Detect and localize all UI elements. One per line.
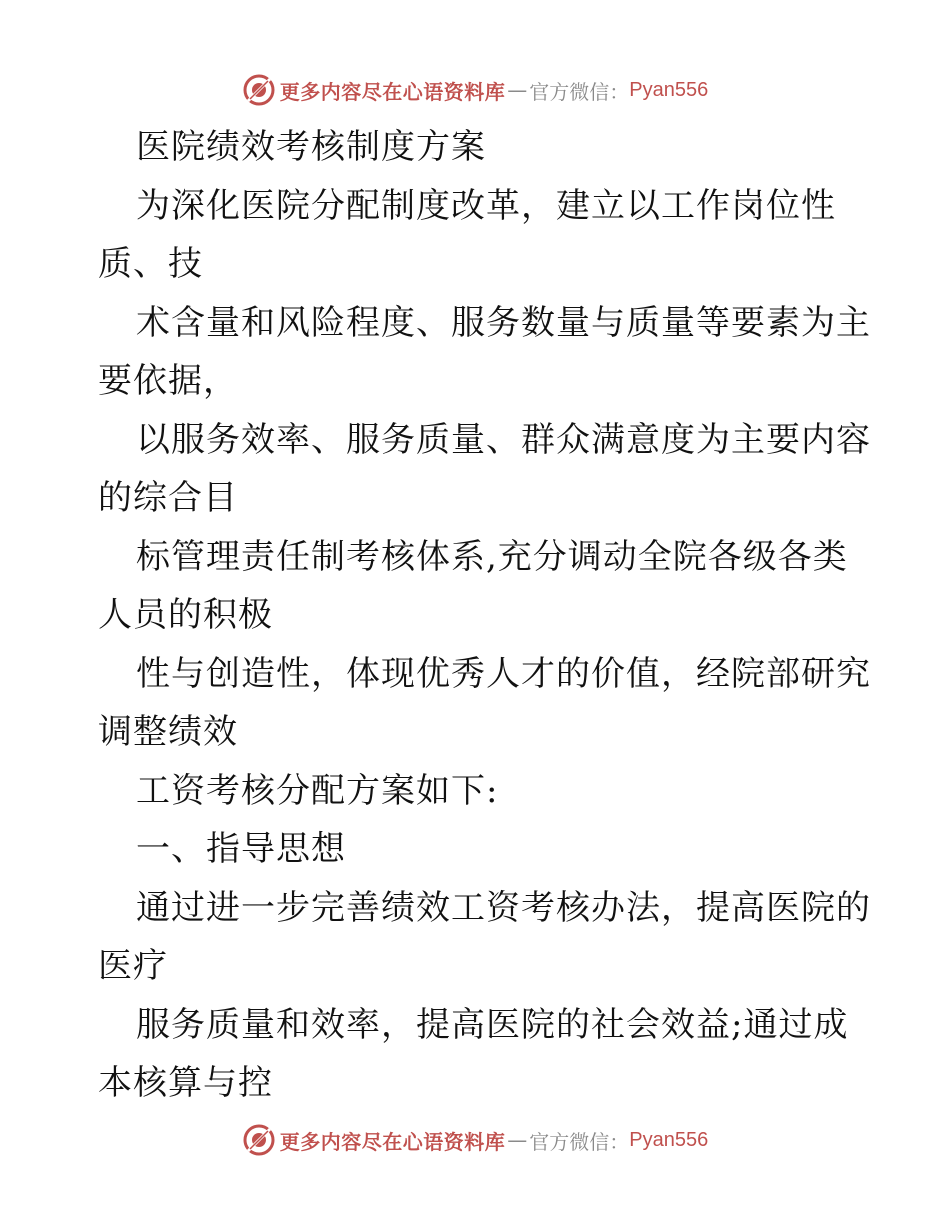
text-line: 要依据， — [98, 361, 238, 401]
brand-logo-icon — [242, 73, 276, 107]
text-line: 为深化医院分配制度改革，建立以工作岗位性 — [136, 185, 836, 226]
watermark-header — [0, 70, 950, 110]
watermark-wechat-label: 官方微信： — [529, 79, 630, 104]
document-body — [98, 118, 871, 1113]
text-line: 性与创造性，体现优秀人才的价值，经院部研究 — [136, 653, 871, 694]
section-heading: 一、指导思想 — [136, 829, 346, 869]
text-line: 本核算与控 — [98, 1063, 273, 1103]
text-line: 质、技 — [98, 244, 203, 284]
text-line: 医疗 — [98, 946, 168, 986]
text-line: 的综合目 — [98, 478, 238, 518]
text-line: 调整绩效 — [98, 712, 238, 752]
watermark-brand-text: 更多内容尽在心语资料库 — [279, 79, 506, 104]
document-title: 医院绩效考核制度方案 — [136, 127, 486, 167]
text-line: 工资考核分配方案如下: — [136, 770, 499, 811]
watermark-wechat-id: Pyan556 — [629, 78, 709, 101]
watermark-wechat-id: Pyan556 — [629, 1128, 709, 1151]
watermark-brand-text: 更多内容尽在心语资料库 — [279, 1129, 506, 1154]
text-line: 服务质量和效率，提高医院的社会效益;通过成 — [136, 1004, 849, 1045]
watermark-dash: — — [507, 78, 528, 102]
watermark-wechat-label: 官方微信： — [529, 1129, 630, 1154]
text-line: 人员的积极 — [98, 595, 273, 635]
brand-logo-icon — [242, 1123, 276, 1157]
text-line: 以服务效率、服务质量、群众满意度为主要内容 — [136, 419, 871, 460]
text-line: 通过进一步完善绩效工资考核办法，提高医院的 — [136, 887, 871, 928]
text-line: 术含量和风险程度、服务数量与质量等要素为主 — [136, 302, 871, 343]
text-line: 标管理责任制考核体系,充分调动全院各级各类 — [136, 536, 848, 577]
watermark-footer — [0, 1120, 950, 1160]
watermark-dash: — — [507, 1128, 528, 1152]
